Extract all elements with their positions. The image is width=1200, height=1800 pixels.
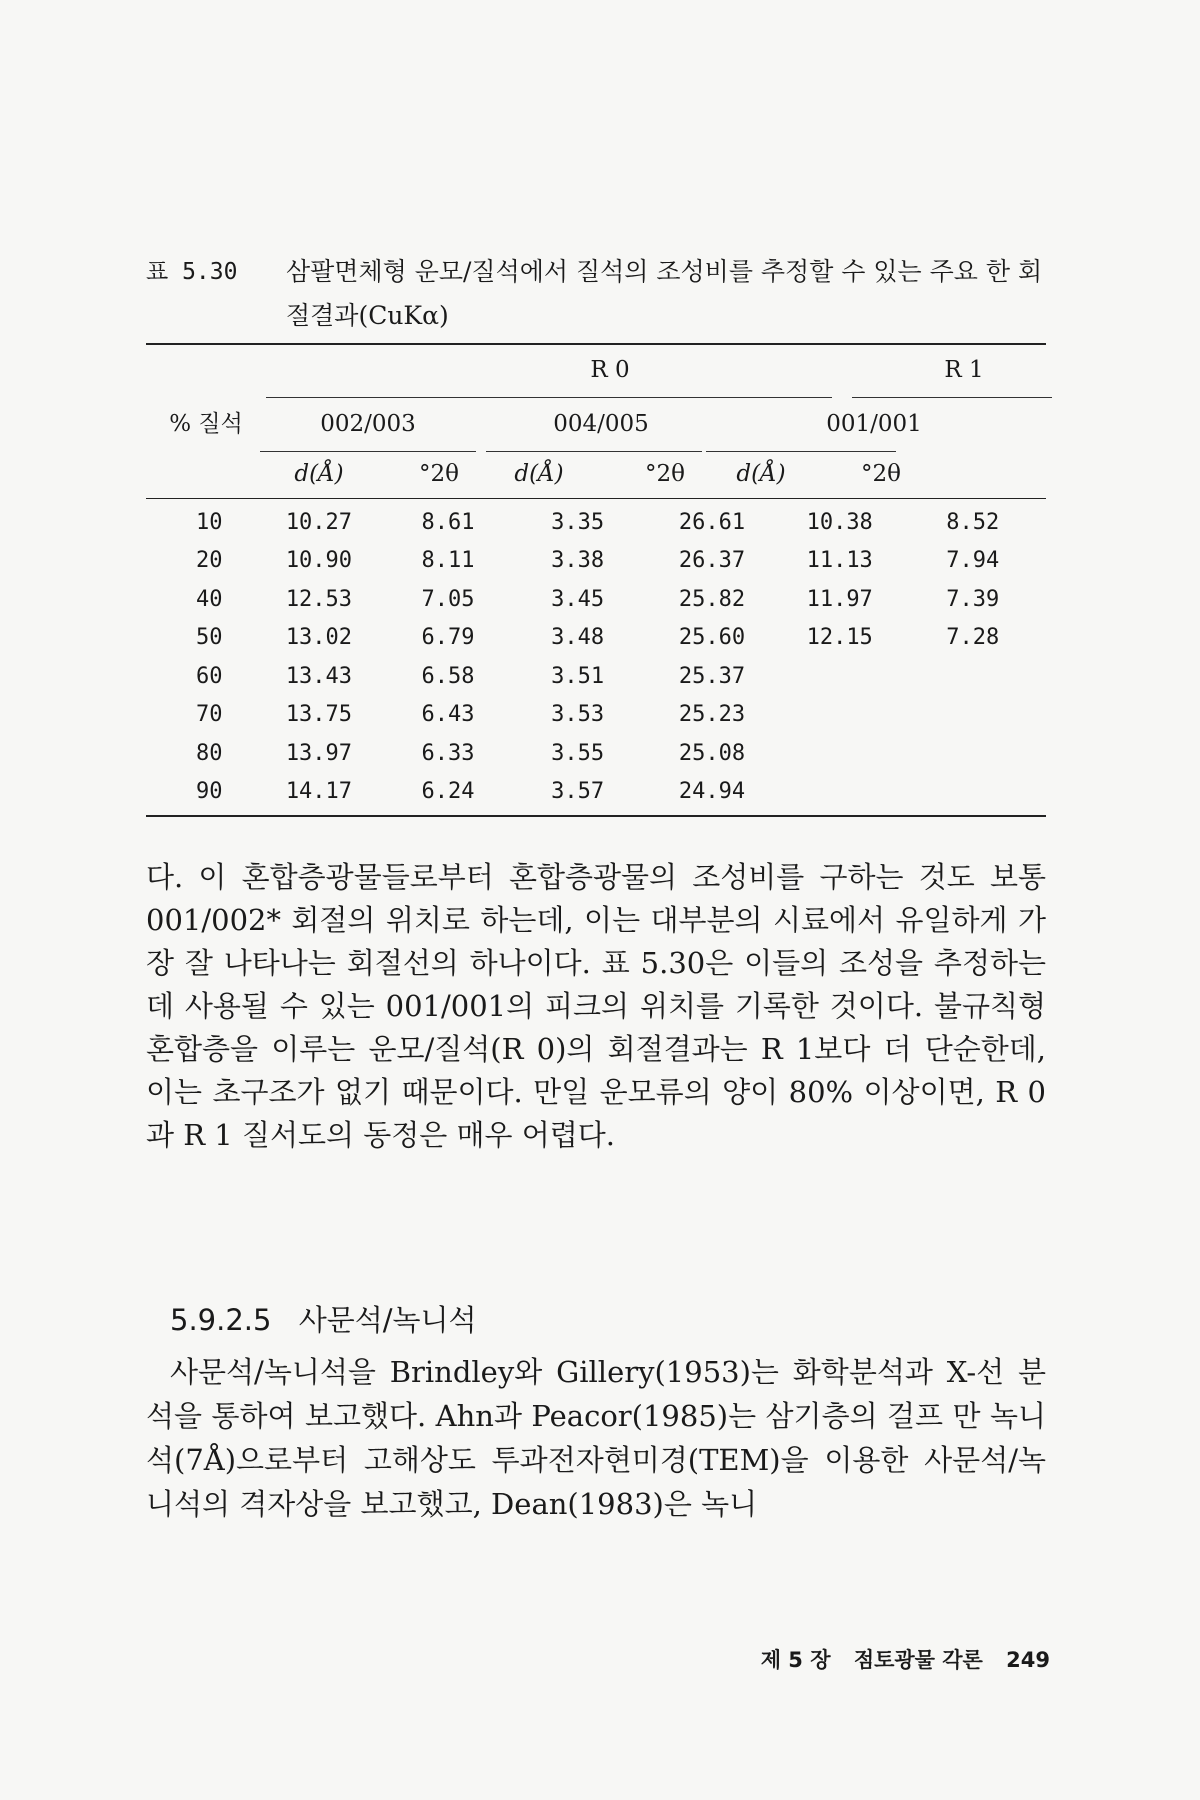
- table-cell: 25.60: [678, 625, 746, 651]
- table-cell: 13.02: [285, 625, 353, 651]
- table-number: 표 5.30: [146, 259, 238, 285]
- table-cell: 6.43: [421, 702, 475, 728]
- table-header: [146, 345, 1046, 498]
- paragraph-2-text: 사문석/녹니석을 Brindley와 Gillery(1953)는 화학분석과 X-선 분석을 통하여 보고했다. Ahn과 Peacor(1985)는 삼기층의 걸프 만 녹니석(7Å)으로부터 고해상도 투과전자현미경(TEM)을 이용한 사문석/녹니석의 격자상을 보고했고, Dean(1983)은 녹니: [146, 1355, 1046, 1521]
- vermiculite-percent-cell: 60: [196, 663, 223, 689]
- table-cell: 12.53: [285, 586, 353, 612]
- subgroup-002-003: 002/003: [320, 411, 416, 437]
- table-bottom-rule: [146, 815, 1046, 817]
- body-paragraph-1: [146, 856, 1046, 1157]
- table-cell: 6.24: [421, 779, 475, 805]
- group-r1-rule: [852, 397, 1052, 398]
- group-r0-rule: [266, 397, 832, 398]
- vermiculite-percent-cell: 50: [196, 625, 223, 651]
- table-cell: 3.57: [551, 779, 605, 805]
- table-cell: 14.17: [285, 779, 353, 805]
- vermiculite-percent-cell: 90: [196, 779, 223, 805]
- section-heading: [170, 1298, 477, 1339]
- table-row: [146, 580, 1046, 619]
- table-row: [146, 696, 1046, 735]
- table-cell: 11.97: [806, 586, 873, 612]
- paragraph-1-text: 다. 이 혼합층광물들로부터 혼합층광물의 조성비를 구하는 것도 보통 001/002* 회절의 위치로 하는데, 이는 대부분의 시료에서 유일하게 가장 잘 나타나는 회절선의 하나이다. 표 5.30은 이들의 조성을 추정하는 데 사용될 수 있는 001/001의 피크의 위치를 기록한 것이다. 불규칙형 혼합층을 이루는 운모/질석(R 0)의 회절결과는 R 1보다 더 단순한데, 이는 초구조가 없기 때문이다. 만일 운모류의 양이 80% 이상이면, R 0과 R 1 질서도의 동정은 매우 어렵다.: [146, 860, 1046, 1152]
- unit-d-3: d(Å): [736, 461, 786, 487]
- table-row: [146, 734, 1046, 773]
- table-cell: 13.97: [285, 740, 353, 766]
- table-cell: 10.90: [285, 548, 353, 574]
- table-cell: 6.33: [421, 740, 475, 766]
- table-cell: 3.38: [551, 548, 605, 574]
- subgroup-004-005: 004/005: [553, 411, 649, 437]
- vermiculite-percent-cell: 20: [196, 548, 223, 574]
- table-row: [146, 503, 1046, 542]
- table-cell: 26.37: [678, 548, 746, 574]
- table-caption: [146, 250, 1046, 338]
- table-cell: 25.37: [678, 663, 746, 689]
- table-cell: 7.05: [421, 586, 475, 612]
- table-cell: 25.08: [678, 740, 746, 766]
- page-number: 249: [1006, 1648, 1050, 1672]
- row-header: % 질석: [169, 411, 243, 437]
- table-cell: 6.79: [421, 625, 475, 651]
- table-cell: 10.27: [285, 509, 353, 535]
- unit-2theta-1: °2θ: [419, 461, 459, 487]
- table-cell: 13.43: [285, 663, 353, 689]
- table-cell: 3.45: [551, 586, 605, 612]
- table-cell: 3.48: [551, 625, 605, 651]
- table-caption-text: 삼팔면체형 운모/질석에서 질석의 조성비를 추정할 수 있는 주요 한 회절결과(CuKα): [286, 257, 1043, 330]
- table-row: [146, 619, 1046, 658]
- section-title: 사문석/녹니석: [298, 1303, 477, 1337]
- diffraction-table: [146, 343, 1046, 817]
- vermiculite-percent-cell: 10: [196, 509, 223, 535]
- table-cell: 3.35: [551, 509, 605, 535]
- section-number: 5.9.2.5: [170, 1303, 272, 1337]
- vermiculite-percent-cell: 40: [196, 586, 223, 612]
- table-cell: 3.51: [551, 663, 605, 689]
- table-cell: 11.13: [806, 548, 873, 574]
- table-cell: 13.75: [285, 702, 353, 728]
- vermiculite-percent-cell: 70: [196, 702, 223, 728]
- table-row: [146, 773, 1046, 812]
- vermiculite-percent-cell: 80: [196, 740, 223, 766]
- table-cell: 3.53: [551, 702, 605, 728]
- unit-2theta-3: °2θ: [861, 461, 901, 487]
- footer-title: 점토광물 각론: [853, 1648, 983, 1672]
- unit-2theta-2: °2θ: [645, 461, 685, 487]
- table-body: [146, 503, 1046, 811]
- table-cell: 7.39: [946, 586, 1000, 612]
- table-cell: 25.82: [678, 586, 746, 612]
- subgroup-001-001-rule: [706, 451, 896, 452]
- table-cell: 8.61: [421, 509, 475, 535]
- table-cell: 8.52: [946, 509, 1000, 535]
- subgroup-001-001: 001/001: [826, 411, 922, 437]
- table-cell: 24.94: [678, 779, 746, 805]
- table-cell: 3.55: [551, 740, 605, 766]
- table-cell: 26.61: [678, 509, 746, 535]
- subgroup-002-003-rule: [260, 451, 476, 452]
- group-r0: R 0: [590, 357, 630, 383]
- subgroup-004-005-rule: [486, 451, 702, 452]
- footer-chapter: 제 5 장: [760, 1648, 831, 1672]
- table-cell: 7.94: [946, 548, 1000, 574]
- body-paragraph-2: [146, 1350, 1046, 1526]
- page-footer: [700, 1644, 1050, 1674]
- unit-d-1: d(Å): [294, 461, 344, 487]
- group-r1: R 1: [944, 357, 984, 383]
- table-cell: 12.15: [806, 625, 873, 651]
- table-cell: 8.11: [421, 548, 475, 574]
- table-row: [146, 542, 1046, 581]
- table-cell: 25.23: [678, 702, 746, 728]
- table-cell: 6.58: [421, 663, 475, 689]
- unit-d-2: d(Å): [514, 461, 564, 487]
- table-cell: 10.38: [806, 509, 873, 535]
- table-cell: 7.28: [946, 625, 1000, 651]
- table-row: [146, 657, 1046, 696]
